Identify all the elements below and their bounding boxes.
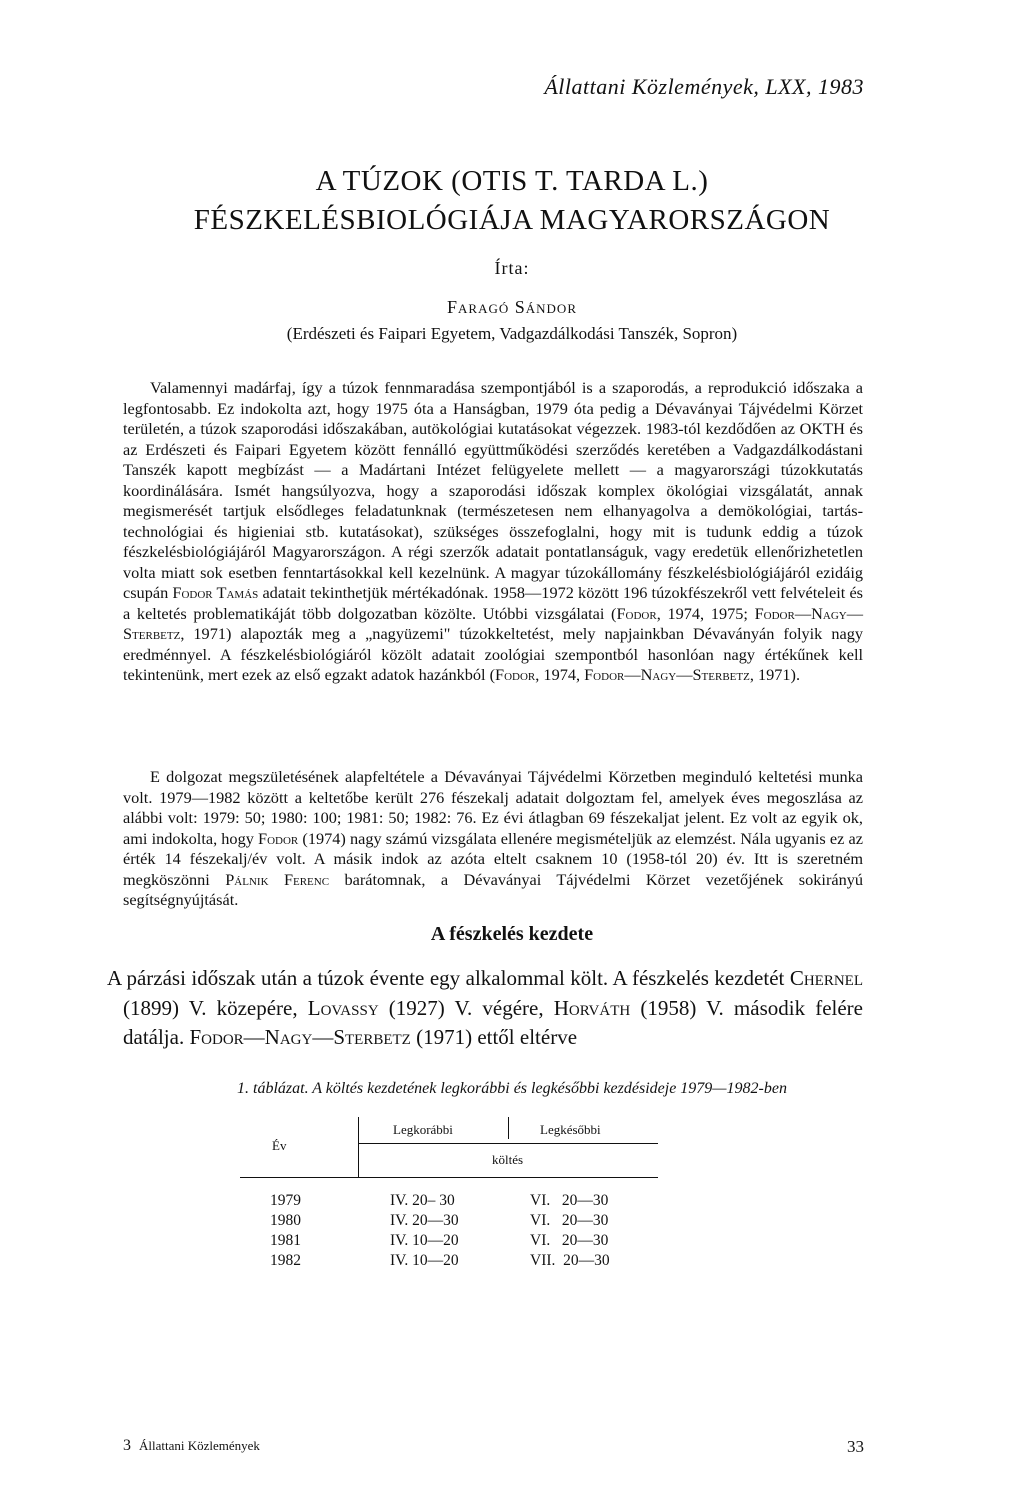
table-row [240,1212,660,1232]
cited-author: Chernel [789,966,863,990]
article-title [0,162,1024,240]
written-by-label: Írta: [494,258,530,278]
table-row [240,1192,660,1212]
footer-signature: 3 Állattani Közlemények [123,1437,260,1454]
cited-author: Fodor—Nagy—Sterbetz [584,665,750,684]
cited-author: Fodor—Nagy—Sterbetz [123,603,863,643]
page-number: 33 [847,1437,864,1456]
cited-author: Fodor [616,603,657,623]
cell-year: 1979 [270,1192,301,1209]
table-rule [358,1143,658,1144]
cell-earliest: IV. 20—30 [390,1212,459,1229]
cited-author: Horváth [553,995,631,1020]
table-rule [240,1177,658,1178]
table-row [240,1252,660,1272]
section-heading: A fészkelés kezdete [430,923,594,945]
cell-earliest: IV. 20– 30 [390,1192,455,1209]
cell-latest: VI. 20—30 [530,1232,609,1249]
cell-earliest: IV. 10—20 [390,1232,459,1249]
cited-author: Fodor [495,665,536,684]
table-divider [358,1117,359,1177]
cited-author: Fodor Tamás [172,583,259,602]
cited-author: Fodor [258,828,299,848]
cited-author: Lovassy [307,995,379,1020]
table-row [240,1232,660,1252]
author-name: Faragó Sándor [447,297,577,317]
cell-year: 1981 [270,1232,301,1249]
title-line-1: A TÚZOK (OTIS T. TARDA L.) [315,165,709,197]
table-divider [508,1117,509,1139]
col-header-year: Év [272,1138,287,1153]
intro-paragraph-1: Valamennyi madárfaj, így a túzok fennmaradása szempontjából is a szaporodás, a reprodukció időszaka a legfontosabb. Ez indokolta azt, hogy 1975 óta a Hanságban, 1979 óta pedig a Dévaványai Tájvédelmi Körzet területén, a túzok szaporodási időszakában, autökológiai kutatásokat végezzek. 1983-tól kezdődően az OKTH és az Erdészeti és Faipari Egyetem között fennálló együttműködési szerződés keretében a Vadgazdálkodástani Tanszék kapott megbízást — a Madártani Intézet felügyelete mellett — a magyarországi túzokkutatás koordinálására. Ismét hangsúlyozva, hogy a szaporodási időszak komplex ökológiai vizsgálatát, annak megismerését tartjuk elsődleges feladatunknak (természetesen nem elhanyagolva a demökológiai, tartás-technológiai és higieniai stb. kutatásokat), szükséges összefoglalni, hogy mit is tudunk eddig a túzok fészkelésbiológiájáról Magyarországon. A régi szerzők adatait pontatlanságuk, vagy eredetük ellenőrizhetetlen volta miatt sok esetben fenntartásokkal kell kezelnünk. A magyar túzokállomány fészkelésbiológiájáról ezidáig csupán Fodor Tamás adatait tekinthetjük mértékadónak. 1958—1972 között 196 túzokfészekről vett felvételeit és a keltetés problematikáját több dolgozatban közölte. Utóbbi vizsgálatai (Fodor, 1974, 1975; Fodor—Nagy—Sterbetz, 1971) alapozták meg a „nagyüzemi" túzokkeltetést, mely napjainkban Dévaványán folyik nagy eredménnyel. A fészkelésbiológiáról közölt adatait zoológiai szempontból hasonlóan nagy értékűnek kell tekintenünk, mert ezek az első egzakt adatok hazánkból (Fodor, 1974, Fodor—Nagy—Sterbetz, 1971). [123,378,864,684]
table-caption: 1. táblázat. A költés kezdetének legkorábbi és legkésőbbi kezdésideje 1979—1982-ben [237,1080,787,1097]
cell-year: 1980 [270,1212,301,1229]
col-header-latest: Legkésőbbi [540,1122,601,1137]
cell-earliest: IV. 10—20 [390,1252,459,1269]
cell-year: 1982 [270,1252,301,1269]
acknowledged-person: Pálnik Ferenc [225,869,330,889]
col-subheader: költés [492,1152,524,1167]
section-paragraph: A párzási időszak után a túzok évente egy alkalommal költ. A fészkelés kezdetét Chernel (1899) V. közepére, Lovassy (1927) V. végére, Horváth (1958) V. második felére datálja. Fodor—Nagy—Sterbetz (1971) ettől eltérve [107,966,863,1049]
data-table [240,1112,660,1282]
author-affiliation: (Erdészeti és Faipari Egyetem, Vadgazdálkodási Tanszék, Sopron) [286,324,738,343]
cited-author: Fodor—Nagy—Sterbetz [189,1025,411,1049]
title-line-2: FÉSZKELÉSBIOLÓGIÁJA MAGYARORSZÁGON [193,204,831,236]
cell-latest: VII. 20—30 [530,1252,610,1269]
intro-paragraph-2: E dolgozat megszületésének alapfeltétele a Dévaványai Tájvédelmi Körzetben meginduló keltetési munka volt. 1979—1982 között a keltetőbe került 276 fészekalj adatait dolgoztam fel, amelyek éves megoszlása az alábbi volt: 1979: 50; 1980: 100; 1981: 50; 1982: 76. Ez évi átlagban 69 fészekaljat jelent. Ez volt az egyik ok, ami indokolta, hogy Fodor (1974) nagy számú vizsgálata ellenére megismételjük az elemzést. Nála ugyanis ez az érték 14 fészekalj/év volt. A másik indok az azóta eltelt csaknem 10 (1958-tól 20) év. Itt is szeretném megköszönni Pálnik Ferenc barátomnak, a Dévaványai Tájvédelmi Körzet vezetőjének sokirányú segítségnyújtását. [123,767,864,909]
cell-latest: VI. 20—30 [530,1212,609,1229]
col-header-earliest: Legkorábbi [393,1122,453,1137]
journal-header: Állattani Közlemények, LXX, 1983 [544,74,864,99]
cell-latest: VI. 20—30 [530,1192,609,1209]
